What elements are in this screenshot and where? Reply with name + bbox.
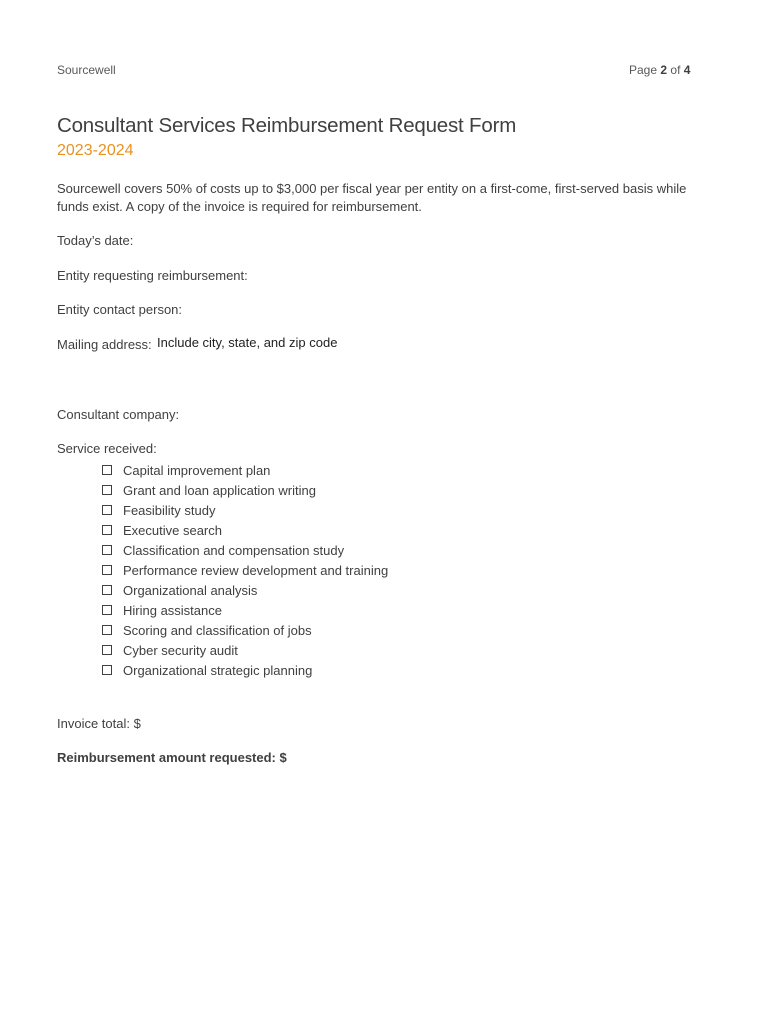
service-label: Capital improvement plan — [123, 462, 271, 478]
service-label: Organizational analysis — [123, 582, 258, 598]
mailing-address-input[interactable]: Include city, state, and zip code — [157, 335, 338, 350]
service-checkbox-list — [102, 460, 388, 680]
consultant-company-field[interactable]: Consultant company: — [57, 407, 180, 422]
service-label: Feasibility study — [123, 502, 216, 518]
checkbox-icon[interactable] — [102, 545, 112, 555]
checkbox-icon[interactable] — [102, 665, 112, 675]
page-subtitle: 2023-2024 — [57, 142, 134, 159]
service-option[interactable] — [102, 600, 388, 620]
page-total: 4 — [683, 63, 691, 77]
service-label: Classification and compensation study — [123, 542, 345, 558]
checkbox-icon[interactable] — [102, 625, 112, 635]
service-option[interactable] — [102, 620, 388, 640]
service-label: Executive search — [123, 522, 222, 538]
page-number — [629, 63, 690, 77]
checkbox-icon[interactable] — [102, 585, 112, 595]
page-of: of — [670, 63, 681, 77]
checkbox-icon[interactable] — [102, 525, 112, 535]
service-label: Organizational strategic planning — [123, 662, 313, 678]
reimbursement-amount-field[interactable]: Reimbursement amount requested: $ — [57, 750, 287, 765]
service-option[interactable] — [102, 560, 388, 580]
service-option[interactable] — [102, 500, 388, 520]
service-received-label: Service received: — [57, 441, 157, 456]
service-option[interactable] — [102, 540, 388, 560]
checkbox-icon[interactable] — [102, 645, 112, 655]
page-current: 2 — [660, 63, 668, 77]
checkbox-icon[interactable] — [102, 605, 112, 615]
service-option[interactable] — [102, 580, 388, 600]
service-label: Scoring and classification of jobs — [123, 622, 312, 638]
entity-field[interactable]: Entity requesting reimbursement: — [57, 268, 248, 283]
mailing-address-label: Mailing address: — [57, 337, 152, 352]
service-option[interactable] — [102, 660, 388, 680]
todays-date-field[interactable]: Today’s date: — [57, 233, 134, 248]
intro-paragraph: Sourcewell covers 50% of costs up to $3,000 per fiscal year per entity on a first-come, first-served basis while funds exist. A copy of the invoice is required for reimbursement. — [57, 181, 687, 214]
contact-person-field[interactable]: Entity contact person: — [57, 302, 183, 317]
checkbox-icon[interactable] — [102, 565, 112, 575]
service-label: Cyber security audit — [123, 642, 238, 658]
service-option[interactable] — [102, 640, 388, 660]
service-label: Grant and loan application writing — [123, 482, 316, 498]
invoice-total-field[interactable]: Invoice total: $ — [57, 716, 141, 731]
header-org: Sourcewell — [57, 63, 116, 77]
page-prefix: Page — [629, 63, 658, 77]
service-option[interactable] — [102, 480, 388, 500]
checkbox-icon[interactable] — [102, 485, 112, 495]
checkbox-icon[interactable] — [102, 465, 112, 475]
service-option[interactable] — [102, 460, 388, 480]
service-label: Hiring assistance — [123, 602, 222, 618]
page-title: Consultant Services Reimbursement Request Form — [57, 114, 517, 137]
checkbox-icon[interactable] — [102, 505, 112, 515]
service-option[interactable] — [102, 520, 388, 540]
service-label: Performance review development and training — [123, 562, 389, 578]
